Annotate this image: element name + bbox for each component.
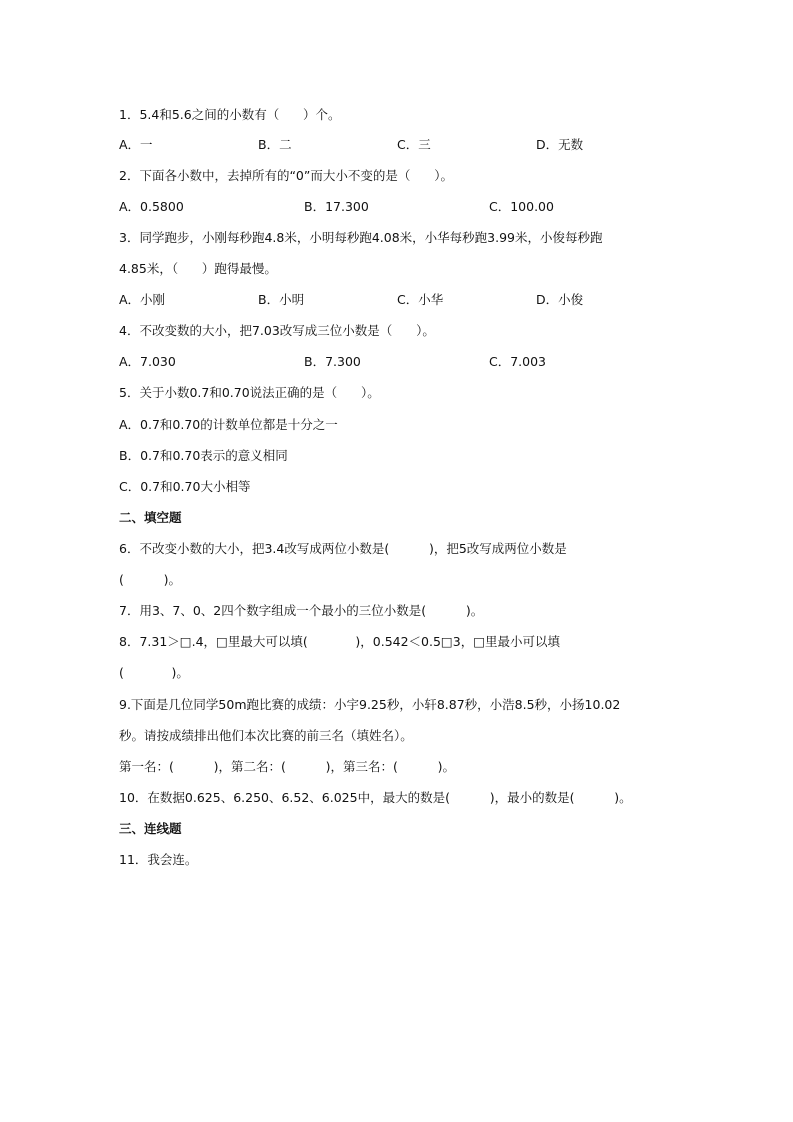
section-2-title: 二、填空题 [119, 510, 182, 525]
question-5-option-a: A．0.7和0.70的计数单位都是十分之一 [119, 417, 338, 432]
question-9-line-2: 秒。请按成绩排出他们本次比赛的前三名（填姓名）。 [119, 728, 413, 743]
question-3-option-a: A．小刚 [119, 292, 166, 307]
question-3-stem-line-2: 4.85米，（ ）跑得最慢。 [119, 261, 277, 276]
question-10: 10．在数据0.625、6.250、6.52、6.025中，最大的数是( )，最小的数是( )。 [119, 790, 632, 805]
question-8-line-2: ( )。 [119, 665, 189, 680]
question-2-option-b: B．17.300 [304, 199, 369, 214]
question-5-stem: 5．关于小数0.7和0.70说法正确的是（ ）。 [119, 385, 380, 400]
question-4-option-a: A．7.030 [119, 354, 176, 369]
question-6-line-2: ( )。 [119, 572, 181, 587]
question-9-line-3: 第一名：( )，第二名：( )，第三名：( )。 [119, 759, 455, 774]
question-8-line-1: 8．7.31＞□.4，□里最大可以填( )，0.542＜0.5□3，□里最小可以填 [119, 634, 561, 649]
section-3-title: 三、连线题 [119, 821, 182, 836]
question-1-option-c: C．三 [397, 137, 431, 152]
question-3-option-d: D．小俊 [536, 292, 584, 307]
question-7: 7．用3、7、0、2四个数字组成一个最小的三位小数是( )。 [119, 603, 484, 618]
question-4-option-c: C．7.003 [489, 354, 547, 369]
question-5-option-b: B．0.7和0.70表示的意义相同 [119, 448, 288, 463]
question-11: 11．我会连。 [119, 852, 198, 867]
question-2-option-a: A．0.5800 [119, 199, 184, 214]
question-1-option-b: B．二 [258, 137, 292, 152]
question-4-option-b: B．7.300 [304, 354, 361, 369]
question-4-stem: 4．不改变数的大小，把7.03改写成三位小数是（ ）。 [119, 323, 435, 338]
question-1-stem: 1．5.4和5.6之间的小数有（ ）个。 [119, 107, 341, 122]
question-9-line-1: 9.下面是几位同学50m跑比赛的成绩：小宇9.25秒，小轩8.87秒，小浩8.5秒，小扬10.02 [119, 697, 621, 712]
question-3-option-c: C．小华 [397, 292, 444, 307]
question-1-option-d: D．无数 [536, 137, 584, 152]
question-2-stem: 2．下面各小数中，去掉所有的“0”而大小不变的是（ ）。 [119, 168, 453, 183]
question-6-line-1: 6．不改变小数的大小，把3.4改写成两位小数是( )，把5改写成两位小数是 [119, 541, 567, 556]
question-3-stem-line-1: 3．同学跑步，小刚每秒跑4.8米，小明每秒跑4.08米，小华每秒跑3.99米，小俊每秒跑 [119, 230, 603, 245]
question-1-option-a: A．一 [119, 137, 153, 152]
question-5-option-c: C．0.7和0.70大小相等 [119, 479, 251, 494]
question-3-option-b: B．小明 [258, 292, 305, 307]
question-2-option-c: C．100.00 [489, 199, 554, 214]
